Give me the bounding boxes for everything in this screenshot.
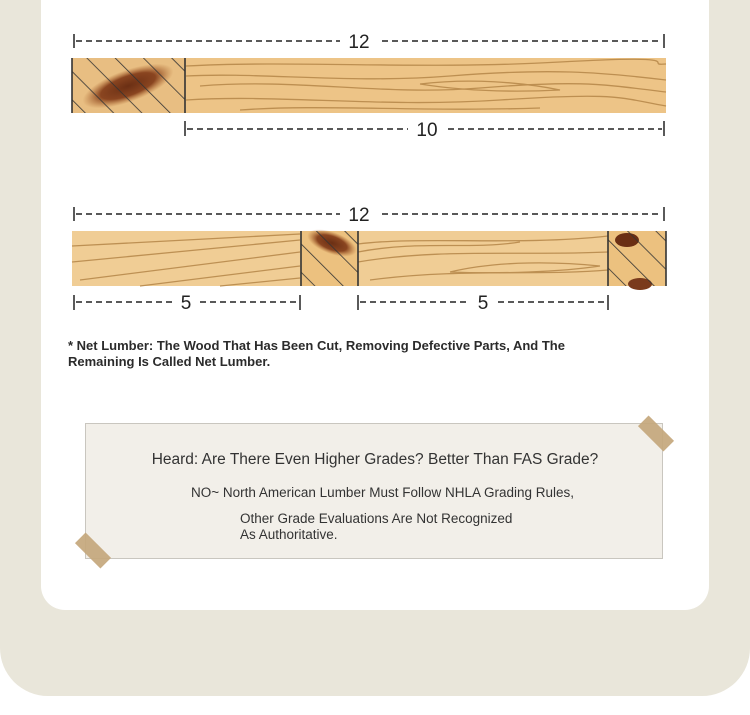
bottom-middle-defect-hatch	[301, 231, 358, 286]
bottom-net-left-label: 5	[180, 293, 192, 314]
top-net-label: 10	[416, 120, 438, 141]
top-net-dimension	[185, 120, 664, 141]
bottom-right-defect-hatch	[608, 231, 666, 286]
note-line-1: NO~ North American Lumber Must Follow NHLA Grading Rules,	[191, 485, 575, 500]
bottom-net-right-label: 5	[477, 293, 489, 314]
top-total-label: 12	[348, 32, 370, 53]
bottom-net-dimension-left	[74, 293, 300, 314]
top-board	[72, 55, 666, 118]
note-box	[85, 423, 663, 559]
net-lumber-diagram	[0, 0, 750, 330]
top-defect-hatch	[72, 58, 185, 113]
bottom-total-dimension	[74, 205, 664, 226]
note-line-2	[240, 511, 560, 543]
footnote-line-1: * Net Lumber: The Wood That Has Been Cut, Removing Defective Parts, And The	[68, 338, 565, 353]
bottom-board	[72, 224, 666, 290]
note-title: Heard: Are There Even Higher Grades? Better Than FAS Grade?	[151, 451, 599, 468]
note-line-2a: Other Grade Evaluations Are Not Recognized	[240, 511, 513, 526]
note-line-2b: As Authoritative.	[240, 527, 338, 542]
bottom-total-label: 12	[348, 205, 370, 226]
bottom-net-dimension-right	[358, 293, 608, 314]
footnote-line-2: Remaining Is Called Net Lumber.	[68, 354, 271, 369]
net-lumber-footnote	[68, 338, 628, 370]
top-total-dimension	[74, 32, 664, 53]
